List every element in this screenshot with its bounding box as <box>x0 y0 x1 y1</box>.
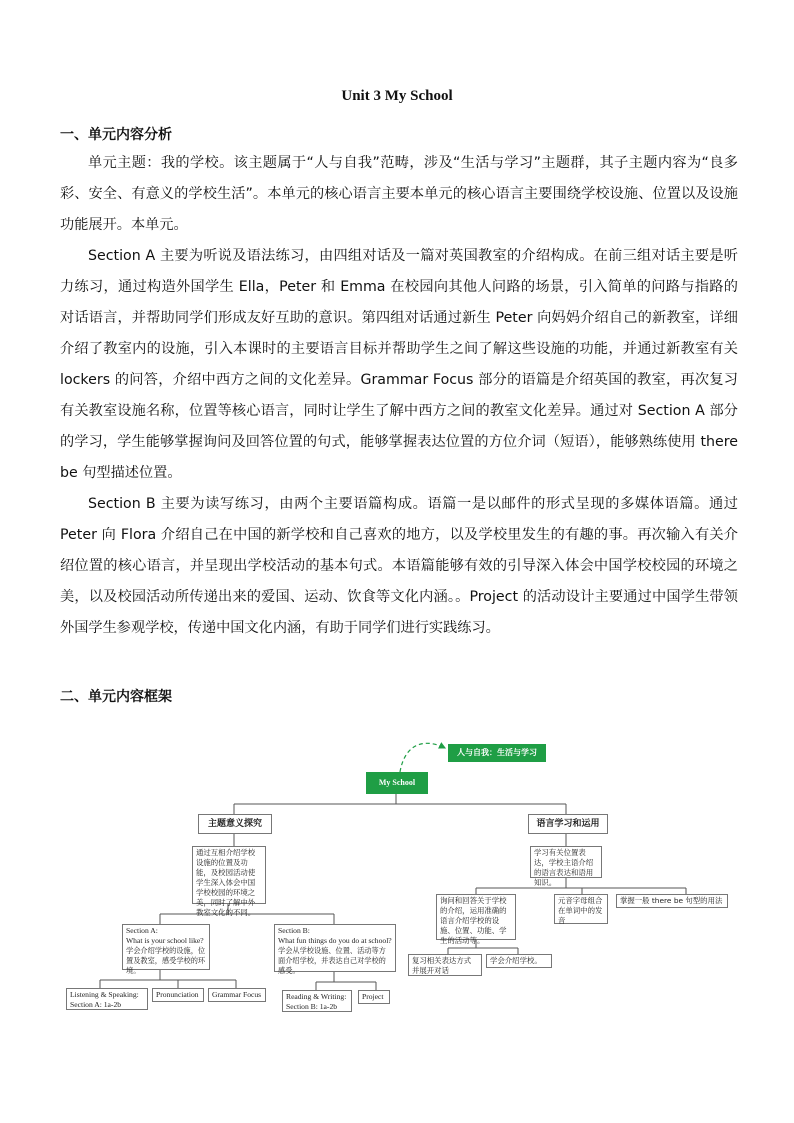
leaf-grammar-focus: Grammar Focus <box>208 988 266 1002</box>
section-a-node <box>122 924 210 975</box>
theme-tag: 人与自我：生活与学习 <box>448 744 546 762</box>
root-node: My School <box>366 772 428 794</box>
leaf-reading-writing: Reading & Writing: Section B: 1a-2b <box>282 990 352 1012</box>
section-a-question: What is your school like? <box>126 936 204 945</box>
section-heading-analysis: 一、单元内容分析 <box>60 127 172 143</box>
left-summary: 通过互相介绍学校设施的位置及功能，及校园活动使学生深入体会中国学校校园的环境之美，同时了解中外教室文化的不同。 <box>192 846 266 904</box>
section-b-desc: 学会从学校设施、位置、活动等方面介绍学校，并表达自己对学校的感受。 <box>278 946 386 975</box>
paragraph-theme: 单元主题：我的学校。该主题属于“人与自我”范畴，涉及“生活与学习”主题群，其子主题内容为“良多彩、安全、有意义的学校生活”。本单元的核心语言主要本单元的核心语言主要围绕学校设施、位置以及设施功能展开。本单元。 <box>60 155 738 233</box>
right-item-dialogue: 询问和回答关于学校的介绍，运用准确的语言介绍学校的设施、位置、功能、学生的活动等。 <box>436 894 516 940</box>
section-b-question: What fun things do you do at school? <box>278 936 392 945</box>
section-a-heading: Section A: <box>126 926 158 935</box>
theme-arrow <box>400 743 445 772</box>
branch-theme-meaning: 主题意义探究 <box>198 814 272 834</box>
section-b-heading: Section B: <box>278 926 310 935</box>
analysis-body <box>60 148 738 644</box>
leaf-pronunciation: Pronunciation <box>152 988 204 1002</box>
leaf-listening-speaking: Listening & Speaking: Section A: 1a-2b <box>66 988 148 1010</box>
leaf-project: Project <box>358 990 390 1004</box>
right-summary: 学习有关位置表达，学校主语介绍的语言表达和语用知识。 <box>530 846 602 878</box>
document-title: Unit 3 My School <box>341 88 453 104</box>
section-a-desc: 学会介绍学校的设施，位置及教室，感受学校的环境。 <box>126 946 206 975</box>
paragraph-section-b: Section B 主要为读写练习，由两个主要语篇构成。语篇一是以邮件的形式呈现的多媒体语篇。通过 Peter 向 Flora 介绍自己在中国的新学校和自己喜欢的地方，以及学校里发生的有趣的事。再次输入有关介绍位置的核心语言，并呈现出学校活动的基本句式。本语篇能够有效的引导深入体会中国学校校园的环境之美，以及校园活动所传递出来的爱国、运动、饮食等文化内涵。。Project 的活动设计主要通过中国学生带领外国学生参观学校，传递中国文化内涵，有助于同学们进行实践练习。 <box>60 496 738 636</box>
right-item-grammar: 掌握一般 there be 句型的用法 <box>616 894 728 908</box>
paragraph-section-a: Section A 主要为听说及语法练习，由四组对话及一篇对英国教室的介绍构成。在前三组对话主要是听力练习，通过构造外国学生 Ella，Peter 和 Emma 在校园向其他人问路的场景，引入简单的问路与指路的对话语言，并帮助同学们形成友好互助的意识。第四组对话通过新生 Peter 向妈妈介绍自己的新教室，详细介绍了教室内的设施，引入本课时的主要语言目标并帮助学生之间了解这些设施的功能，并通过新教室有关 lockers 的问答，介绍中西方之间的文化差异。Grammar Focus 部分的语篇是介绍英国的教室，再次复习有关教室设施名称，位置等核心语言，同时让学生了解中西方之间的教室文化差异。通过对 Section A 部分的学习，学生能够掌握询问及回答位置的句式，能够掌握表达位置的方位介词（短语），能够熟练使用 there be 句型描述位置。 <box>60 248 738 481</box>
section-heading-framework: 二、单元内容框架 <box>60 689 172 705</box>
right-sub-review: 复习相关表达方式并展开对话 <box>408 954 482 976</box>
section-b-node <box>274 924 396 975</box>
right-item-pronunciation: 元音字母组合在单词中的发音 <box>554 894 608 924</box>
branch-language-use: 语言学习和运用 <box>528 814 608 834</box>
right-sub-introduce: 学会介绍学校。 <box>486 954 552 968</box>
